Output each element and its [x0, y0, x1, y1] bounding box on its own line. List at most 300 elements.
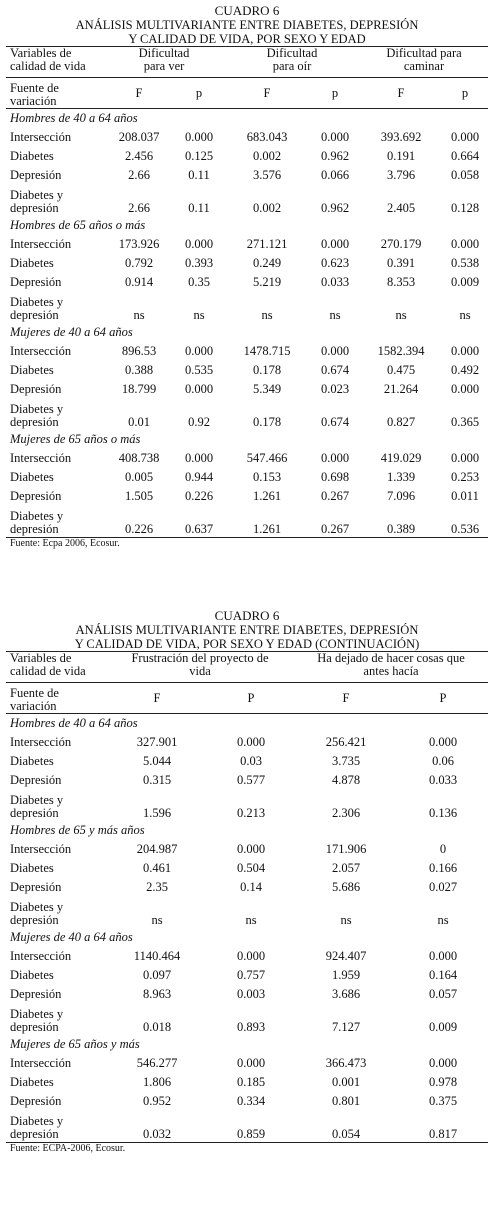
row-label-line: Diabetes y: [10, 402, 64, 416]
header-label-line: calidad de vida: [10, 59, 86, 73]
table-cell: 0.009: [428, 1020, 458, 1034]
table-row: [6, 752, 488, 771]
table-row: [6, 506, 488, 538]
table-cell: 0.000: [184, 382, 214, 396]
table-row: [6, 399, 488, 430]
row-label: [6, 840, 106, 859]
table-cell: 0.057: [428, 987, 458, 1001]
table-cell: 2.35: [146, 880, 168, 894]
row-label-line: Intersección: [10, 451, 72, 465]
table-cell: 547.466: [246, 451, 288, 465]
table-cell: 0.388: [124, 363, 154, 377]
table-cell: 0.178: [252, 363, 282, 377]
table-cell: 1.261: [252, 489, 282, 503]
table-cell: 2.456: [124, 149, 154, 163]
table-cell: 1140.464: [133, 949, 181, 963]
table-cell: 1.505: [124, 489, 154, 503]
table-cell: 366.473: [325, 1056, 367, 1070]
row-label-line: depresión: [10, 913, 59, 927]
table-row: [6, 1111, 488, 1143]
table-cell: 270.179: [380, 237, 422, 251]
table-cell: 546.277: [136, 1056, 178, 1070]
row-label: [6, 897, 106, 928]
table-cell: 0.859: [236, 1127, 266, 1141]
data-table: [6, 46, 488, 538]
group-title: Hombres de 40 a 64 años: [10, 716, 138, 730]
row-label: [6, 185, 104, 216]
column-group-header: [106, 652, 294, 683]
row-label-line: Diabetes y: [10, 793, 64, 807]
table-cell: 408.738: [118, 451, 160, 465]
row-label: [6, 1092, 106, 1111]
table-cell: 0.226: [184, 489, 214, 503]
subheader-label: [6, 78, 104, 109]
table-cell: 0.11: [188, 201, 210, 215]
table-cell: 0.153: [252, 470, 282, 484]
header-row: [6, 47, 488, 78]
table-cell: 0.01: [128, 415, 150, 429]
table-row: [6, 790, 488, 821]
table-cell: 0.003: [236, 987, 266, 1001]
group-row: [6, 430, 488, 449]
table-cell: 393.692: [380, 130, 422, 144]
table-cell: 0.914: [124, 275, 154, 289]
row-label: [6, 771, 106, 790]
table-cell: ns: [193, 308, 205, 322]
table-cell: 327.901: [136, 735, 178, 749]
table-cell: 0.191: [386, 149, 416, 163]
row-label-line: depresión: [10, 201, 59, 215]
table-cell: 0.023: [320, 382, 350, 396]
row-label-line: Depresión: [10, 275, 62, 289]
row-label-line: Depresión: [10, 773, 62, 787]
table-cell: 0.11: [188, 168, 210, 182]
row-label: [6, 878, 106, 897]
table-cell: 0.000: [320, 237, 350, 251]
table-row: [6, 254, 488, 273]
table-cell: 0.000: [320, 130, 350, 144]
table-cell: 0.000: [184, 344, 214, 358]
table-cell: 0.166: [428, 861, 458, 875]
row-label-line: Diabetes y: [10, 900, 64, 914]
table-cell: 0.164: [428, 968, 458, 982]
table-cell: 0.962: [320, 201, 350, 215]
table-cell: 0.674: [320, 415, 350, 429]
table-row: [6, 897, 488, 928]
table-cell: 0.000: [320, 344, 350, 358]
group-row: [6, 109, 488, 129]
table-row: [6, 166, 488, 185]
row-label: [6, 468, 104, 487]
table-cell: 0.827: [386, 415, 416, 429]
group-title: Mujeres de 65 años y más: [10, 1037, 140, 1051]
row-label-line: depresión: [10, 415, 59, 429]
table-cell: 0.125: [184, 149, 214, 163]
table-cell: 0.018: [142, 1020, 172, 1034]
row-label-line: Depresión: [10, 382, 62, 396]
row-label-line: Diabetes: [10, 149, 54, 163]
table-cell: ns: [459, 308, 471, 322]
group-row: [6, 714, 488, 734]
column-group-header: [294, 652, 488, 683]
table-cell: 0.14: [240, 880, 262, 894]
table-cell: 0.000: [428, 735, 458, 749]
table-row: [6, 273, 488, 292]
row-label: [6, 733, 106, 752]
table-1-caption: [6, 4, 488, 46]
table-cell: 0.001: [331, 1075, 361, 1089]
table-row: [6, 733, 488, 752]
row-label: [6, 254, 104, 273]
table-cell: 3.686: [331, 987, 361, 1001]
table-cell: 0.962: [320, 149, 350, 163]
caption-line: ANÁLISIS MULTIVARIANTE ENTRE DIABETES, DEPRESIÓN: [75, 623, 419, 637]
table-cell: 1.339: [386, 470, 416, 484]
table-row: [6, 840, 488, 859]
row-label-line: Diabetes y: [10, 188, 64, 202]
table-cell: ns: [133, 308, 145, 322]
table-cell: 0.577: [236, 773, 266, 787]
column-group-header-line: Dificultad: [138, 46, 190, 60]
table-cell: 0.066: [320, 168, 350, 182]
table-cell: ns: [437, 913, 449, 927]
table-cell: 0.032: [142, 1127, 172, 1141]
column-group-header-line: Frustración del proyecto de: [131, 651, 269, 665]
row-label: [6, 1073, 106, 1092]
row-label-line: Intersección: [10, 1056, 72, 1070]
table-cell: 208.037: [118, 130, 160, 144]
row-label: [6, 487, 104, 506]
table-cell: 0.792: [124, 256, 154, 270]
column-header: P: [439, 690, 447, 705]
table-cell: 5.044: [142, 754, 172, 768]
table-row: [6, 771, 488, 790]
table-cell: 0.000: [450, 344, 480, 358]
row-label-line: Intersección: [10, 130, 72, 144]
group-row: [6, 323, 488, 342]
row-label-line: Diabetes y: [10, 295, 64, 309]
table-cell: 2.405: [386, 201, 416, 215]
table-row: [6, 468, 488, 487]
table-row: [6, 292, 488, 323]
table-cell: ns: [245, 913, 257, 927]
row-label: [6, 166, 104, 185]
row-label-line: depresión: [10, 806, 59, 820]
table-cell: 5.219: [252, 275, 282, 289]
table-cell: 0.000: [450, 130, 480, 144]
table-row: [6, 947, 488, 966]
column-group-header-line: caminar: [403, 59, 445, 73]
table-cell: 0.893: [236, 1020, 266, 1034]
table-row: [6, 1092, 488, 1111]
table-cell: 0.000: [236, 1056, 266, 1070]
table-cell: 0.000: [236, 842, 266, 856]
table-cell: 2.057: [331, 861, 361, 875]
table-2: [6, 609, 488, 1155]
row-label: [6, 1054, 106, 1073]
column-header: F: [342, 690, 350, 705]
row-label: [6, 342, 104, 361]
row-label-line: Diabetes y: [10, 1007, 64, 1021]
table-row: [6, 859, 488, 878]
caption-title: CUADRO 6: [214, 608, 280, 623]
table-row: [6, 342, 488, 361]
column-group-header: [224, 47, 360, 78]
subheader-row: [6, 683, 488, 714]
row-label: [6, 292, 104, 323]
table-cell: 0.952: [142, 1094, 172, 1108]
table-cell: 0.058: [450, 168, 480, 182]
table-cell: 0.757: [236, 968, 266, 982]
table-cell: 0.002: [252, 149, 282, 163]
table-cell: 3.735: [331, 754, 361, 768]
column-header: p: [461, 85, 469, 100]
table-cell: 18.799: [121, 382, 157, 396]
table-cell: ns: [329, 308, 341, 322]
table-cell: 0.000: [428, 949, 458, 963]
row-label-line: Diabetes: [10, 470, 54, 484]
column-group-header-line: Ha dejado de hacer cosas que: [317, 651, 465, 665]
table-cell: 0.009: [450, 275, 480, 289]
table-cell: 0.033: [320, 275, 350, 289]
table-cell: 0.389: [386, 522, 416, 536]
row-label-line: Diabetes: [10, 754, 54, 768]
subheader-label-line: Fuente de: [10, 81, 59, 95]
table-cell: 0.461: [142, 861, 172, 875]
subheader-label: [6, 683, 106, 714]
table-cell: ns: [395, 308, 407, 322]
column-header: P: [247, 690, 255, 705]
header-label-line: Variables de: [10, 46, 72, 60]
table-cell: 7.127: [331, 1020, 361, 1034]
table-cell: 0.538: [450, 256, 480, 270]
table-cell: 0.000: [236, 949, 266, 963]
table-cell: 173.926: [118, 237, 160, 251]
row-label-line: Intersección: [10, 237, 72, 251]
row-label: [6, 128, 104, 147]
table-cell: 1.959: [331, 968, 361, 982]
table-row: [6, 1073, 488, 1092]
table-cell: 4.878: [331, 773, 361, 787]
column-group-header-line: para oír: [272, 59, 312, 73]
table-cell: 0.000: [320, 451, 350, 465]
table-row: [6, 185, 488, 216]
table-cell: 0.249: [252, 256, 282, 270]
group-title: Hombres de 40 a 64 años: [10, 111, 138, 125]
table-cell: ns: [151, 913, 163, 927]
source-note: Fuente: Ecpa 2006, Ecosur.: [10, 538, 120, 549]
caption-line: Y CALIDAD DE VIDA, POR SEXO Y EDAD (CONTINUACIÓN): [74, 637, 420, 651]
row-label: [6, 235, 104, 254]
table-cell: 2.66: [128, 168, 150, 182]
table-row: [6, 985, 488, 1004]
column-group-header-line: antes hacía: [363, 664, 419, 678]
table-cell: 7.096: [386, 489, 416, 503]
table-cell: 0.002: [252, 201, 282, 215]
table-cell: 3.796: [386, 168, 416, 182]
table-cell: 0.674: [320, 363, 350, 377]
table-cell: 0.000: [428, 1056, 458, 1070]
table-cell: 0.128: [450, 201, 480, 215]
header-label: [6, 47, 104, 78]
table-cell: 0.000: [450, 382, 480, 396]
table-row: [6, 1054, 488, 1073]
row-label: [6, 399, 104, 430]
table-cell: 924.407: [325, 949, 367, 963]
row-label-line: Intersección: [10, 949, 72, 963]
row-label-line: Diabetes: [10, 1075, 54, 1089]
row-label-line: Diabetes y: [10, 509, 64, 523]
table-cell: ns: [261, 308, 273, 322]
table-cell: 0.623: [320, 256, 350, 270]
column-group-header: [360, 47, 488, 78]
group-title: Hombres de 65 años o más: [10, 218, 146, 232]
table-cell: 683.043: [246, 130, 288, 144]
row-label-line: Depresión: [10, 489, 62, 503]
row-label-line: depresión: [10, 1020, 59, 1034]
table-row: [6, 128, 488, 147]
column-header: F: [397, 85, 405, 100]
table-cell: 2.306: [331, 806, 361, 820]
header-label-line: Variables de: [10, 651, 72, 665]
table-row: [6, 449, 488, 468]
row-label-line: Depresión: [10, 987, 62, 1001]
table-cell: 419.029: [380, 451, 422, 465]
table-cell: 0.637: [184, 522, 214, 536]
table-1: [6, 4, 488, 550]
table-cell: 0.267: [320, 489, 350, 503]
subheader-label-line: variación: [10, 94, 57, 108]
row-label: [6, 147, 104, 166]
group-title: Mujeres de 40 a 64 años: [10, 930, 133, 944]
subheader-row: [6, 78, 488, 109]
table-cell: 0.03: [240, 754, 262, 768]
row-label: [6, 947, 106, 966]
column-header: F: [153, 690, 161, 705]
table-cell: 3.576: [252, 168, 282, 182]
row-label-line: Intersección: [10, 344, 72, 358]
row-label-line: Diabetes: [10, 968, 54, 982]
table-cell: 256.421: [325, 735, 367, 749]
table-cell: 271.121: [246, 237, 288, 251]
table-cell: 0.664: [450, 149, 480, 163]
row-label-line: Intersección: [10, 735, 72, 749]
table-cell: 171.906: [325, 842, 367, 856]
table-cell: 0.391: [386, 256, 416, 270]
table-cell: 0.315: [142, 773, 172, 787]
table-cell: 8.353: [386, 275, 416, 289]
table-cell: 1.261: [252, 522, 282, 536]
row-label-line: depresión: [10, 522, 59, 536]
data-table: [6, 651, 488, 1143]
column-header: F: [263, 85, 271, 100]
header-row: [6, 652, 488, 683]
row-label: [6, 506, 104, 538]
row-label: [6, 859, 106, 878]
caption-title: CUADRO 6: [214, 3, 280, 18]
column-header: F: [135, 85, 143, 100]
row-label: [6, 985, 106, 1004]
table-cell: 0.033: [428, 773, 458, 787]
table-row: [6, 966, 488, 985]
row-label: [6, 449, 104, 468]
subheader-label-line: variación: [10, 699, 57, 713]
header-label-line: calidad de vida: [10, 664, 86, 678]
table-cell: 0.535: [184, 363, 214, 377]
table-cell: 896.53: [121, 344, 157, 358]
table-cell: 1.806: [142, 1075, 172, 1089]
table-cell: 0.375: [428, 1094, 458, 1108]
row-label-line: Depresión: [10, 1094, 62, 1108]
column-header: p: [331, 85, 339, 100]
table-cell: 0.504: [236, 861, 266, 875]
row-label-line: Diabetes y: [10, 1114, 64, 1128]
header-label: [6, 652, 106, 683]
table-cell: 0.054: [331, 1127, 361, 1141]
table-cell: 0.253: [450, 470, 480, 484]
table-cell: 0.944: [184, 470, 214, 484]
row-label-line: Diabetes: [10, 363, 54, 377]
table-cell: 0.492: [450, 363, 480, 377]
group-row: [6, 821, 488, 840]
column-group-header-line: para ver: [143, 59, 185, 73]
table-row: [6, 147, 488, 166]
row-label: [6, 966, 106, 985]
column-group-header-line: Dificultad para: [386, 46, 462, 60]
group-row: [6, 216, 488, 235]
table-cell: 0.027: [428, 880, 458, 894]
table-cell: 8.963: [142, 987, 172, 1001]
table-cell: 0.097: [142, 968, 172, 982]
table-cell: 204.987: [136, 842, 178, 856]
row-label: [6, 790, 106, 821]
table-cell: 0.06: [432, 754, 454, 768]
table-cell: 0.35: [188, 275, 210, 289]
table-cell: 0: [439, 842, 447, 856]
row-label-line: depresión: [10, 308, 59, 322]
table-cell: 0.92: [188, 415, 210, 429]
table-cell: 0.817: [428, 1127, 458, 1141]
group-title: Mujeres de 65 años o más: [10, 432, 141, 446]
table-row: [6, 380, 488, 399]
table-cell: 0.393: [184, 256, 214, 270]
row-label-line: depresión: [10, 1127, 59, 1141]
table-cell: 0.334: [236, 1094, 266, 1108]
table-cell: 1582.394: [377, 344, 425, 358]
row-label-line: Diabetes: [10, 861, 54, 875]
table-cell: 5.686: [331, 880, 361, 894]
table-cell: 0.226: [124, 522, 154, 536]
group-row: [6, 1035, 488, 1054]
table-cell: 0.365: [450, 415, 480, 429]
table-cell: 0.475: [386, 363, 416, 377]
table-row: [6, 487, 488, 506]
caption-line: Y CALIDAD DE VIDA, POR SEXO Y EDAD: [128, 32, 366, 46]
column-group-header: [104, 47, 224, 78]
group-title: Hombres de 65 y más años: [10, 823, 145, 837]
source-note: Fuente: ECPA-2006, Ecosur.: [10, 1143, 126, 1154]
table-cell: 0.011: [451, 489, 479, 503]
group-title: Mujeres de 40 a 64 años: [10, 325, 133, 339]
table-cell: 1478.715: [243, 344, 291, 358]
table-cell: 0.000: [184, 451, 214, 465]
row-label: [6, 380, 104, 399]
row-label: [6, 361, 104, 380]
table-cell: 0.801: [331, 1094, 361, 1108]
column-group-header-line: Dificultad: [266, 46, 318, 60]
table-cell: 0.536: [450, 522, 480, 536]
row-label-line: Diabetes: [10, 256, 54, 270]
